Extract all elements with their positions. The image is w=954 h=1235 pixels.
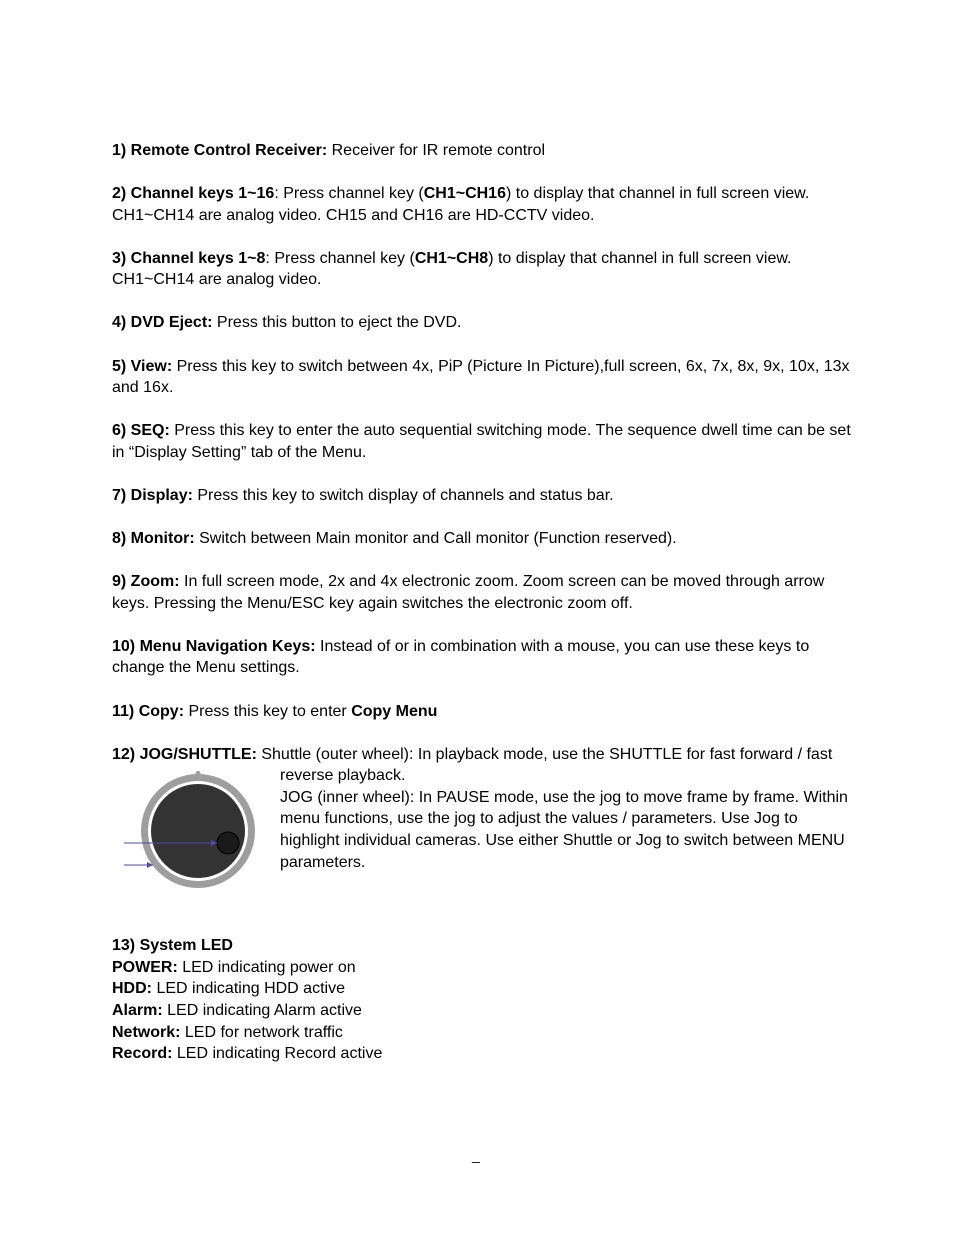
item-channel-keys-16 [112,183,852,226]
item-seq [112,420,852,463]
system-led-section [112,935,852,1065]
item-text: Receiver for IR remote control [327,142,546,159]
item-bold-text: CH1~CH16 [423,185,506,203]
led-row-network [112,1022,852,1044]
led-text: LED indicating Alarm active [162,1001,362,1019]
jog-description [280,765,850,873]
led-text: LED for network traffic [180,1023,343,1041]
item-label: 10) Menu Navigation Keys: [112,637,316,655]
item-text: In full screen mode, 2x and 4x electronic zoom. Zoom screen can be moved through arrow keys. Pressing the Menu/ESC key again switches the electronic zoom off. [112,573,825,612]
led-row-hdd [112,978,852,1000]
shuttle-text-continued: reverse playback. [280,767,406,785]
item-label: 6) SEQ: [112,422,170,440]
jog-inner-wheel [151,784,245,878]
system-led-title: 13) System LED [112,937,233,955]
item-text: Instead of or in combination with a mouse, you can use these keys to change the Menu settings. [112,637,810,677]
led-text: LED indicating Record active [172,1045,383,1063]
item-text: Press this key to switch display of channels and status bar. [192,486,614,504]
item-copy [112,701,852,723]
item-label: 7) Display: [112,486,193,504]
led-row-record [112,1043,852,1065]
item-text: : Press channel key ( [274,185,424,203]
item-text: Press this button to eject the DVD. [212,314,462,332]
led-text: LED indicating HDD active [152,980,345,998]
led-text: LED indicating power on [177,958,356,976]
jog-body [112,765,852,907]
item-bold-text: CH1~CH8 [414,249,489,267]
item-text: Switch between Main monitor and Call monitor (Function reserved). [194,530,677,548]
item-text: : Press channel key ( [265,249,415,267]
item-remote-receiver [112,140,852,162]
led-label: HDD: [112,980,152,998]
item-jog-shuttle [112,744,852,908]
item-monitor [112,528,852,550]
item-label: 1) Remote Control Receiver: [112,142,328,159]
page-number: _ [472,1147,480,1163]
item-label: 4) DVD Eject: [112,314,213,332]
shuttle-ring-notch [195,771,201,774]
item-text: Press this key to enter the auto sequential switching mode. The sequence dwell time can be set in “Display Setting” tab of the Menu. [112,422,851,461]
item-label: 11) Copy: [112,702,185,720]
item-text: Press this key to enter [184,702,352,720]
item-line2: CH1~CH14 are analog video. [112,271,322,289]
item-bold-text: Copy Menu [351,702,438,720]
jog-shuttle-dial-illustration [120,771,260,901]
item-label: 8) Monitor: [112,530,195,548]
jog-knob [217,832,239,854]
item-text: Press this key to switch between 4x, PiP (Picture In Picture),full screen, 6x, 7x, 8x, 9x, 10x, 13x and 16x. [112,357,850,397]
jog-inner-wheel-text: JOG (inner wheel): In PAUSE mode, use the jog to move frame by frame. Within menu functions, use the jog to adjust the values / parameters. Use Jog to highlight individual cameras. Use either Shuttle or Jog to switch between MENU parameters. [280,788,848,871]
item-menu-navigation [112,636,852,679]
led-label: POWER: [112,958,178,976]
manual-page [112,140,852,1065]
item-text: ) to display that channel in full screen view. [505,185,810,203]
item-channel-keys-8 [112,248,852,291]
item-line2: CH1~CH14 are analog video. CH15 and CH16 are HD-CCTV video. [112,206,595,224]
item-label: 3) Channel keys 1~8 [112,249,266,267]
led-row-alarm [112,1000,852,1022]
item-label: 9) Zoom: [112,573,180,591]
item-label: 5) View: [112,357,173,375]
item-text: Shuttle (outer wheel): In playback mode, use the SHUTTLE for fast forward / fast [256,745,833,763]
led-label: Record: [112,1045,173,1063]
item-display [112,485,852,507]
item-dvd-eject [112,312,852,334]
item-view [112,356,852,399]
led-label: Alarm: [112,1001,163,1019]
item-text: ) to display that channel in full screen view. [488,249,792,267]
led-row-power [112,957,852,979]
led-label: Network: [112,1023,181,1041]
item-label: 12) JOG/SHUTTLE: [112,745,257,763]
item-label: 2) Channel keys 1~16 [112,185,275,203]
item-zoom [112,571,852,614]
